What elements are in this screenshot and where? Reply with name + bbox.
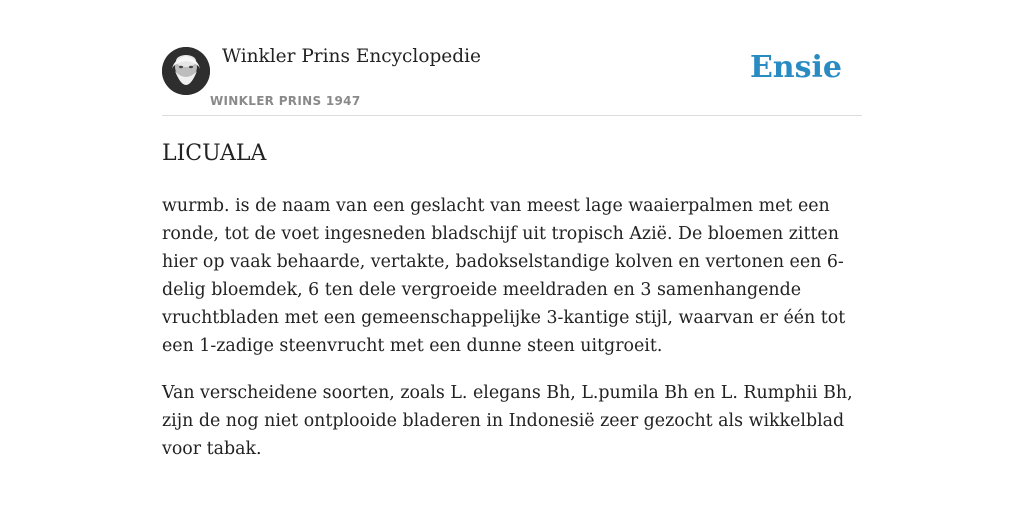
source-title[interactable]: Winkler Prins Encyclopedie bbox=[222, 46, 481, 67]
entry-title: LICUALA bbox=[162, 141, 267, 166]
entry-body bbox=[162, 192, 862, 482]
brand-logo[interactable]: Ensie bbox=[749, 50, 842, 85]
article-page bbox=[162, 0, 862, 459]
entry-paragraph: wurmb. is de naam van een geslacht van meest lage waaierpalmen met een ronde, tot de voet ingesneden bladschijf uit tropisch Azië. De bloemen zitten hier op vaak behaarde, vertakte, badokselstandige kolven en vertonen een 6-delig bloemdek, 6 ten dele vergroeide meeldraden en 3 samenhangende vruchtbladen met een gemeenschappelijke 3-kantige stijl, waarvan er één tot een 1-zadige steenvrucht met een dunne steen uitgroeit. bbox=[162, 196, 846, 356]
author-avatar[interactable] bbox=[162, 47, 210, 95]
article-header bbox=[162, 0, 862, 116]
entry-paragraph: Van verscheidene soorten, zoals L. elegans Bh, L.pumila Bh en L. Rumphii Bh, zijn de nog niet ontplooide bladeren in Indonesië zeer gezocht als wikkelblad voor tabak. bbox=[162, 383, 853, 459]
bearded-man-portrait-icon bbox=[162, 47, 210, 95]
source-subtitle[interactable]: WINKLER PRINS 1947 bbox=[210, 94, 361, 108]
